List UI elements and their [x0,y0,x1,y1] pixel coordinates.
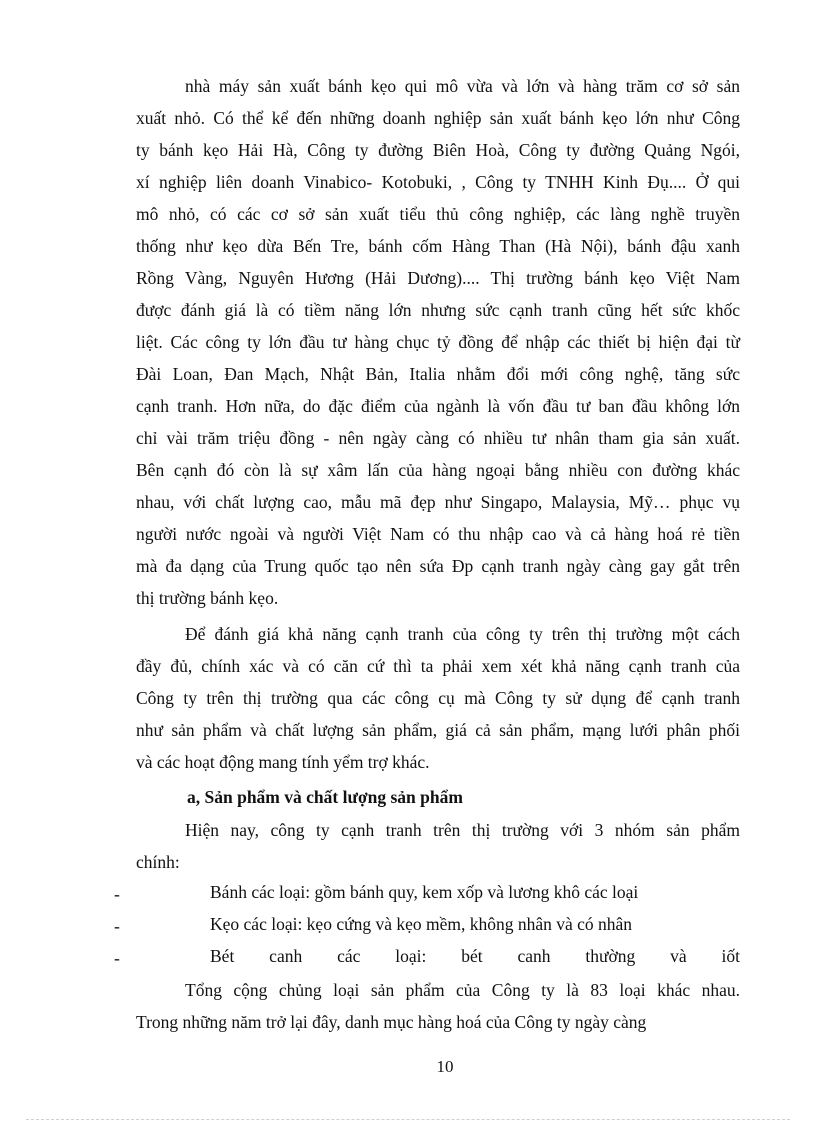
p4-line-2: Trong những năm trở lại đây, danh mục hàng hoá của Công ty ngày càng [136,1012,647,1032]
p1-line-4: xí nghiệp liên doanh Vinabico- Kotobuki, , Công ty TNHH Kinh Đụ.... Ở qui [136,172,740,192]
section-heading: a, Sản phẩm và chất lượng sản phẩm [187,787,463,807]
bullet-item: Kẹo các loại: kẹo cứng và kẹo mềm, không nhân và có nhân [210,914,633,934]
p1-line-10: Đài Loan, Đan Mạch, Nhật Bản, Italia nhằm đổi mới công nghệ, tăng sức [136,364,740,384]
page-number: 10 [436,1057,454,1076]
bullet-dash: - [114,948,120,968]
bullet-dash: - [114,916,120,936]
p1-line-2: xuất nhỏ. Có thể kể đến những doanh nghiệp sản xuất bánh kẹo lớn như Công [136,108,740,128]
p1-line-7: Rồng Vàng, Nguyên Hương (Hải Dương).... Thị trường bánh kẹo Việt Nam [136,268,740,288]
p4-line-1: Tổng cộng chủng loại sản phẩm của Công ty là 83 loại khác nhau. [185,980,740,1000]
p1-line-11: cạnh tranh. Hơn nữa, do đặc điểm của ngành là vốn đầu tư ban đầu không lớn [136,396,740,416]
p1-line-16: mà đa dạng của Trung quốc tạo nên sứa Đp cạnh tranh ngày càng gay gắt trên [136,556,740,576]
p1-line-14: nhau, với chất lượng cao, mẫu mã đẹp như Singapo, Malaysia, Mỹ… phục vụ [136,492,740,512]
bullet-item: Bánh các loại: gồm bánh quy, kem xốp và lương khô các loại [210,882,639,902]
p1-line-12: chỉ vài trăm triệu đồng - nên ngày càng có nhiều tư nhân tham gia sản xuất. [136,428,740,448]
p2-line-1: Để đánh giá khả năng cạnh tranh của công ty trên thị trường một cách [185,624,740,644]
p3-line-1: Hiện nay, công ty cạnh tranh trên thị trường với 3 nhóm sản phẩm [185,820,740,840]
p2-line-3: Công ty trên thị trường qua các công cụ mà Công ty sử dụng để cạnh tranh [136,688,740,708]
p1-line-5: mô nhỏ, có các cơ sở sản xuất tiểu thủ công nghiệp, các làng nghề truyền [136,204,740,224]
p1-line-17: thị trường bánh kẹo. [136,588,279,608]
p1-line-3: ty bánh kẹo Hải Hà, Công ty đường Biên Hoà, Công ty đường Quảng Ngói, [136,140,740,160]
p1-line-8: được đánh giá là có tiềm năng lớn nhưng sức cạnh tranh cũng hết sức khốc [136,300,740,320]
p1-line-9: liệt. Các công ty lớn đầu tư hàng chục tỷ đồng để nhập các thiết bị hiện đại từ [136,332,740,352]
p1-line-15: người nước ngoài và người Việt Nam có thu nhập cao và cả hàng hoá rẻ tiền [136,524,740,544]
page-bottom-divider [26,1119,790,1120]
p2-line-2: đầy đủ, chính xác và có căn cứ thì ta phải xem xét khả năng cạnh tranh của [136,656,740,676]
p1-line-13: Bên cạnh đó còn là sự xâm lấn của hàng ngoại bằng nhiều con đường khác [136,460,740,480]
p2-line-5: và các hoạt động mang tính yểm trợ khác. [136,752,430,772]
bullet-dash: - [114,884,120,904]
bullet-item: Bét canh các loại: bét canh thường và iốt [210,946,740,966]
p2-line-4: như sản phẩm và chất lượng sản phẩm, giá cả sản phẩm, mạng lưới phân phối [136,720,740,740]
p1-line-1: nhà máy sản xuất bánh kẹo qui mô vừa và lớn và hàng trăm cơ sở sản [185,76,740,96]
p3-line-2: chính: [136,852,180,872]
p1-line-6: thống như kẹo dừa Bến Tre, bánh cốm Hàng Than (Hà Nội), bánh đậu xanh [136,236,740,256]
